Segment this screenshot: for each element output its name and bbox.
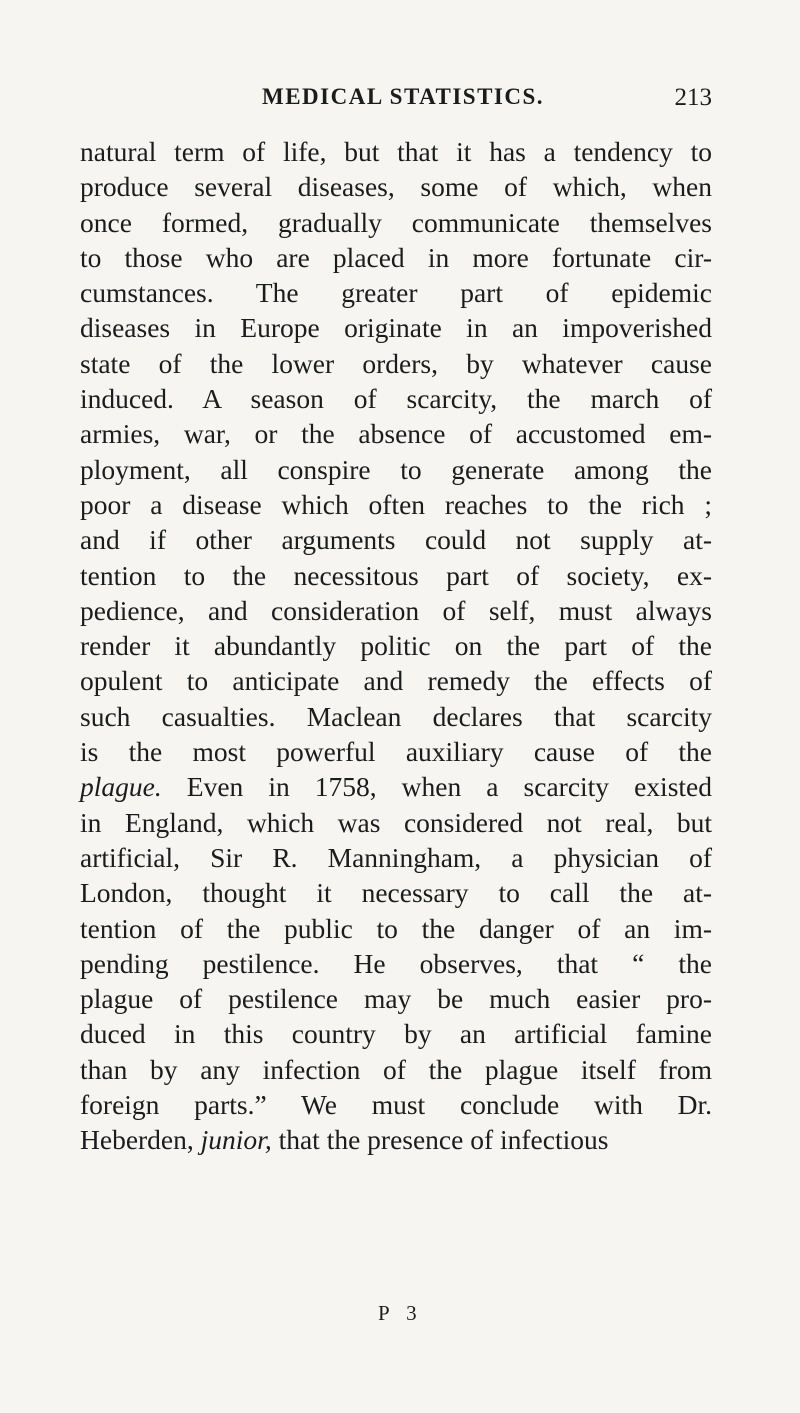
text-line: ployment, all conspire to generate among the: [80, 453, 712, 485]
text-line: artificial, Sir R. Manningham, a physician of: [80, 841, 712, 873]
text-line: state of the lower orders, by whatever cause: [80, 347, 712, 379]
running-head-title: MEDICAL STATISTICS.: [262, 84, 545, 109]
text-line: render it abundantly politic on the part of the: [80, 630, 712, 662]
text-line: once formed, gradually communicate themselves: [80, 206, 712, 238]
text-line: natural term of life, but that it has a tendency to: [80, 136, 712, 167]
text-line: tention of the public to the danger of an im-: [80, 912, 712, 944]
text-line: such casualties. Maclean declares that scarcity: [80, 700, 712, 732]
running-head: [80, 84, 712, 124]
text-line: than by any infection of the plague itself from: [80, 1053, 712, 1085]
body-text: [80, 134, 712, 1158]
text-line: diseases in Europe originate in an impoverished: [80, 312, 712, 344]
italic-word: junior,: [200, 1124, 272, 1156]
signature-mark: P 3: [378, 1301, 423, 1325]
text-line: pending pestilence. He observes, that “ the: [80, 947, 712, 979]
italic-word: plague.: [80, 771, 162, 803]
text-line: induced. A season of scarcity, the march of: [80, 383, 712, 415]
text-line: is the most powerful auxiliary cause of the: [80, 736, 712, 768]
text-line: plague of pestilence may be much easier pro-: [80, 983, 712, 1015]
text-line: London, thought it necessary to call the at-: [80, 877, 712, 909]
text-line: pedience, and consideration of self, must always: [80, 594, 712, 626]
text-line: opulent to anticipate and remedy the effects of: [80, 665, 712, 697]
text-line: to those who are placed in more fortunate cir-: [80, 241, 712, 273]
text-line: foreign parts.” We must conclude with Dr.: [80, 1089, 712, 1121]
text-line: and if other arguments could not supply at-: [80, 524, 712, 556]
page-number: 213: [674, 84, 712, 111]
text-line: in England, which was considered not real, but: [80, 806, 712, 838]
text-line: tention to the necessitous part of society, ex-: [80, 559, 712, 591]
text-line: duced in this country by an artificial famine: [80, 1018, 712, 1050]
text-line: produce several diseases, some of which, when: [80, 171, 712, 203]
text-line: poor a disease which often reaches to the rich ;: [80, 488, 712, 520]
text-line: armies, war, or the absence of accustomed em-: [80, 418, 712, 450]
text-line: Heberden, junior, that the presence of infectious: [80, 1124, 609, 1156]
text-line: plague. Even in 1758, when a scarcity existed: [80, 771, 712, 803]
text-line: cumstances. The greater part of epidemic: [80, 277, 712, 309]
